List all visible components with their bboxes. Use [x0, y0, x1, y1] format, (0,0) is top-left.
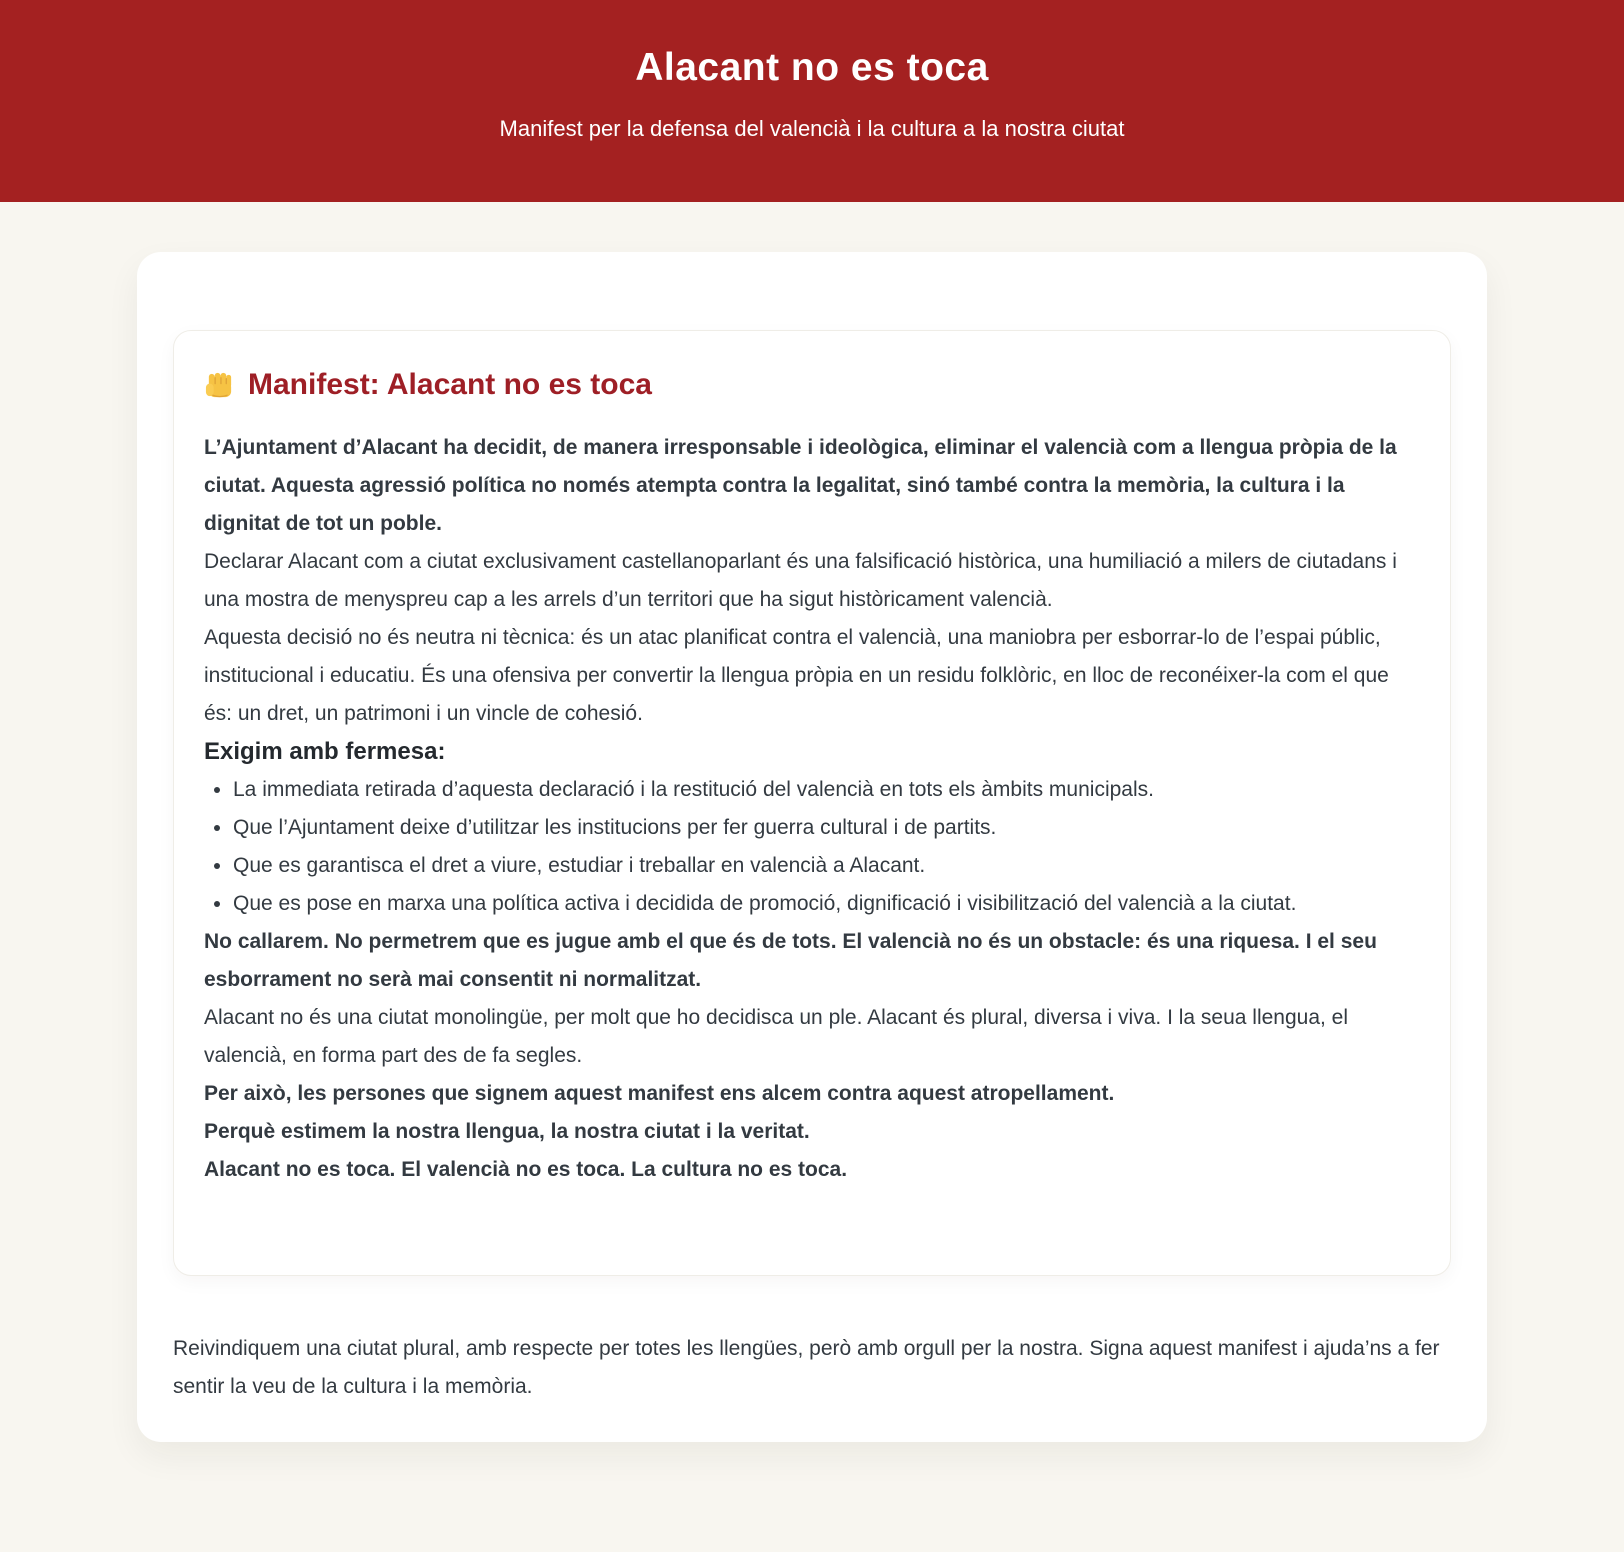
- page-title: Alacant no es toca: [635, 46, 989, 89]
- demands-list: [204, 771, 1420, 923]
- perque-estimem-paragraph: Perquè estimem la nostra llengua, la nostra ciutat i la veritat.: [204, 1120, 810, 1143]
- manifest-section-card: [137, 252, 1487, 1442]
- page-subtitle: Manifest per la defensa del valencià i la cultura a la nostra ciutat: [499, 116, 1125, 141]
- manifest-intro-paragraph: L’Ajuntament d’Alacant ha decidit, de manera irresponsable i ideològica, eliminar el valencià com a llengua pròpia de la ciutat. Aquesta agressió política no només atempta contra la legalitat, sinó també contra la memòria, la cultura i la dignitat de tot un poble.: [204, 436, 1397, 535]
- plural-city-paragraph: Alacant no és una ciutat monolingüe, per molt que ho decidisca un ple. Alacant és plural, diversa i viva. I la seua llengua, el valencià, en forma part des de fa segles.: [204, 1006, 1349, 1067]
- manifest-falsification-paragraph: Declarar Alacant com a ciutat exclusivament castellanoparlant és una falsificació històrica, una humiliació a milers de ciutadans i una mostra de menyspreu cap a les arrels d’un territori que ha sigut històricament valencià.: [204, 550, 1397, 611]
- manifest-heading-text: Manifest: Alacant no es toca: [248, 368, 652, 401]
- per-aixo-paragraph: Per això, les persones que signem aquest manifest ens alcem contra aquest atropellament.: [204, 1082, 1115, 1105]
- manifest-card: [173, 330, 1451, 1276]
- demand-item: • La immediata retirada d’aquesta declaració i la restitució del valencià en tots els àmbits municipals.: [233, 771, 1420, 809]
- demand-item: • Que es pose en marxa una política activa i decidida de promoció, dignificació i visibilització del valencià a la ciutat.: [233, 885, 1420, 923]
- manifest-heading: [204, 367, 1420, 403]
- demand-item: • Que es garantisca el dret a viure, estudiar i treballar en valencià a Alacant.: [233, 847, 1420, 885]
- closing-line: Alacant no es toca. El valencià no es toca. La cultura no es toca.: [204, 1158, 848, 1181]
- no-callarem-paragraph: No callarem. No permetrem que es jugue amb el que és de tots. El valencià no és un obstacle: és una riquesa. I el seu esborrament no serà mai consentit ni normalitzat.: [204, 930, 1377, 991]
- demand-item: • Que l’Ajuntament deixe d’utilitzar les institucions per fer guerra cultural i de partits.: [233, 809, 1420, 847]
- signature-call-note: Reivindiquem una ciutat plural, amb respecte per totes les llengües, però amb orgull per la nostra. Signa aquest manifest i ajuda’ns a fer sentir la veu de la cultura i la memòria.: [173, 1337, 1440, 1398]
- main-content: [0, 252, 1624, 1442]
- raised-fist-icon: [204, 370, 235, 401]
- manifest-attack-paragraph: Aquesta decisió no és neutra ni tècnica: és un atac planificat contra el valencià, una maniobra per esborrar-lo de l’espai públic, institucional i educatiu. És una ofensiva per convertir la llengua pròpia en un residu folklòric, en lloc de reconéixer-la com el que és: un dret, un patrimoni i un vincle de cohesió.: [204, 626, 1389, 725]
- demands-heading: Exigim amb fermesa:: [204, 738, 446, 765]
- hero-header: [0, 0, 1624, 202]
